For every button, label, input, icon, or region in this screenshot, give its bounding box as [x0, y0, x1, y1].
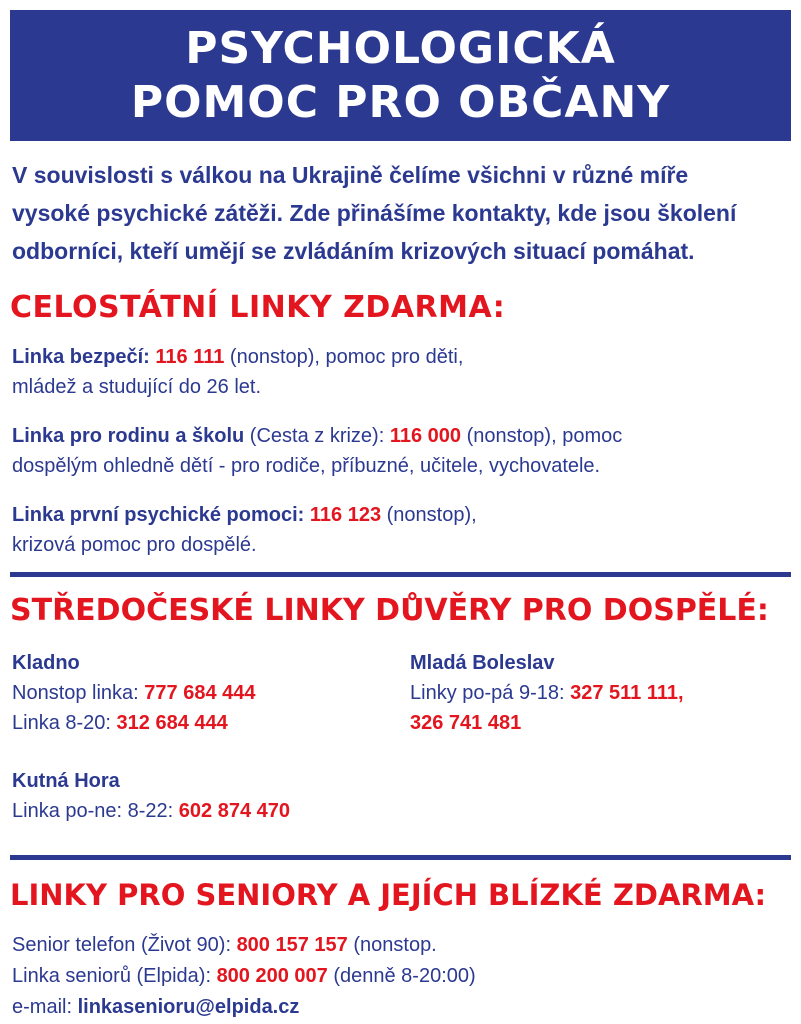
intro-line-2: vysoké psychické zátěži. Zde přinášíme kontakty, kde jsou školení [12, 200, 737, 226]
kutna-hora-block [12, 766, 392, 826]
phone-number[interactable]: 327 511 111, [570, 682, 684, 704]
phone-number[interactable]: 602 874 470 [178, 800, 291, 822]
title-banner [10, 10, 791, 141]
email-link[interactable]: linkasenioru@elpida.cz [77, 996, 300, 1018]
line-detail: (nonstop. [347, 934, 437, 956]
intro-line-3: odborníci, kteří umějí se zvládáním krizových situací pomáhat. [12, 238, 695, 264]
phone-number[interactable]: 116 123 [309, 504, 382, 526]
phone-number[interactable]: 116 000 [389, 425, 462, 447]
line-detail: (denně 8-20:00) [327, 965, 476, 987]
line-label: Linka 8-20: [12, 712, 117, 734]
entry-detail: (nonstop), pomoc [461, 425, 623, 447]
line-label: Linka seniorů (Elpida): [12, 965, 217, 987]
line-label: Senior telefon (Život 90): [12, 934, 237, 956]
divider [10, 855, 791, 860]
city-name: Kutná Hora [12, 770, 120, 792]
phone-number[interactable]: 777 684 444 [144, 682, 256, 704]
line-label: e-mail: [12, 996, 78, 1018]
divider [10, 572, 791, 577]
entry-name: Linka první psychické pomoci: [12, 504, 305, 526]
city-name: Mladá Boleslav [410, 652, 555, 674]
seniors-block [12, 930, 792, 1023]
entry-qualifier: (Cesta z krize): [244, 425, 390, 447]
seniors-heading: LINKY PRO SENIORY A JEJÍCH BLÍZKÉ ZDARMA: [10, 878, 767, 912]
phone-number[interactable]: 800 200 007 [216, 965, 328, 987]
entry-line-2: mládež a studující do 26 let. [12, 376, 262, 398]
phone-number[interactable]: 312 684 444 [116, 712, 228, 734]
city-name: Kladno [12, 652, 80, 674]
line-label: Linka po-ne: 8-22: [12, 800, 179, 822]
entry-linka-prvni-pomoci [12, 500, 792, 560]
entry-detail: (nonstop), pomoc pro děti, [224, 346, 464, 368]
entry-line-2: krizová pomoc pro dospělé. [12, 534, 257, 556]
entry-linka-rodina-skola [12, 421, 792, 481]
entry-detail: (nonstop), [381, 504, 477, 526]
intro-line-1: V souvislosti s válkou na Ukrajině čelíme všichni v různé míře [12, 162, 689, 188]
entry-line-2: dospělým ohledně dětí - pro rodiče, příbuzné, učitele, vychovatele. [12, 455, 601, 477]
phone-number[interactable]: 116 111 [155, 346, 225, 368]
line-label: Nonstop linka: [12, 682, 145, 704]
kladno-block [12, 648, 392, 738]
phone-number[interactable]: 326 741 481 [410, 712, 522, 734]
title-line-2: POMOC PRO OBČANY [130, 76, 671, 128]
line-label: Linky po-pá 9-18: [410, 682, 571, 704]
title-line-1: PSYCHOLOGICKÁ [185, 22, 616, 74]
intro-paragraph [12, 156, 792, 270]
phone-number[interactable]: 800 157 157 [236, 934, 348, 956]
national-heading: CELOSTÁTNÍ LINKY ZDARMA: [10, 290, 506, 325]
entry-linka-bezpeci [12, 342, 792, 402]
entry-name: Linka pro rodinu a školu [12, 425, 245, 447]
mlada-boleslav-block [410, 648, 790, 738]
regional-heading: STŘEDOČESKÉ LINKY DŮVĚRY PRO DOSPĚLÉ: [10, 593, 769, 628]
entry-name: Linka bezpečí: [12, 346, 150, 368]
